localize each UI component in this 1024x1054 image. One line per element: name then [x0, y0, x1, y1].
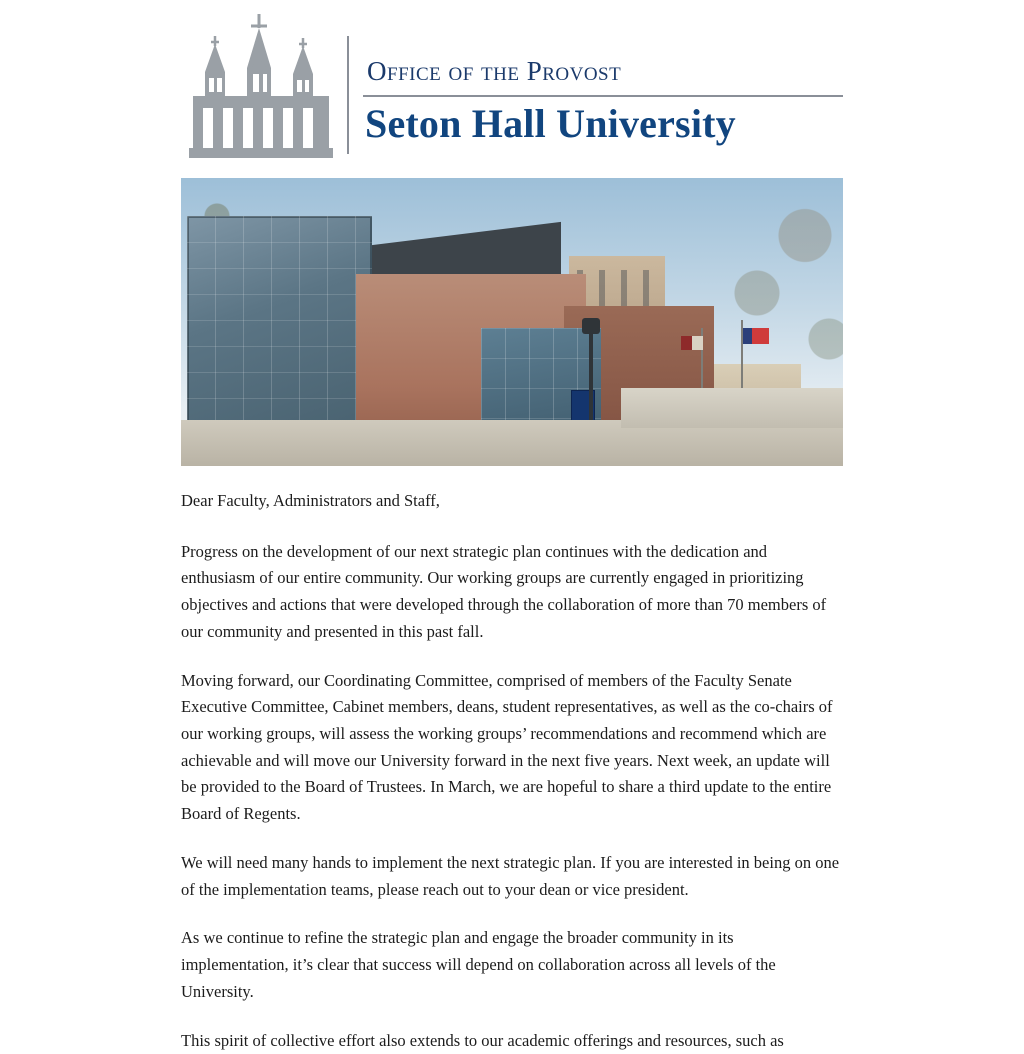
letterhead: [181, 0, 843, 162]
building-glass-facade: [187, 216, 372, 446]
letter-paragraph: We will need many hands to implement the next strategic plan. If you are interested in being on one of the implementation teams, please reach out to your dean or vice president.: [181, 850, 843, 903]
university-title: Seton Hall University: [363, 103, 843, 145]
letter-paragraph: This spirit of collective effort also extends to our academic offerings and resources, such as: [181, 1028, 843, 1054]
flag-secondary: [681, 336, 703, 350]
letter-paragraph: Progress on the development of our next strategic plan continues with the dedication and enthusiasm of our entire community. Our working groups are currently engaged in prioritizing objectives and actions that were developed through the collaboration of more than 70 members of our community and presented in this past fall.: [181, 539, 843, 646]
flag-primary: [743, 328, 769, 344]
plaza-layer: [621, 388, 843, 428]
letterhead-vertical-rule: [347, 36, 349, 154]
office-title: Office of the Provost: [363, 58, 843, 85]
letter-paragraph: Moving forward, our Coordinating Committee, comprised of members of the Faculty Senate Executive Committee, Cabinet members, deans, student representatives, as well as the co-chairs of our working groups, will assess the working groups’ recommendations and recommend which are achievable and will move our University forward in the next five years. Next week, an update will be provided to the Board of Trustees. In March, we are hopeful to share a third update to the entire Board of Regents.: [181, 668, 843, 828]
letter-salutation: Dear Faculty, Administrators and Staff,: [181, 488, 843, 515]
letter-body: [181, 466, 843, 1054]
letterhead-horizontal-rule: [363, 95, 843, 97]
letter-paragraph: As we continue to refine the strategic plan and engage the broader community in its implementation, it’s clear that success will depend on collaboration across all levels of the University.: [181, 925, 843, 1005]
campus-building-photo: [181, 178, 843, 466]
wordmark: [363, 14, 843, 145]
university-crest-icon: [181, 14, 341, 162]
hero-image-container: [181, 178, 843, 466]
